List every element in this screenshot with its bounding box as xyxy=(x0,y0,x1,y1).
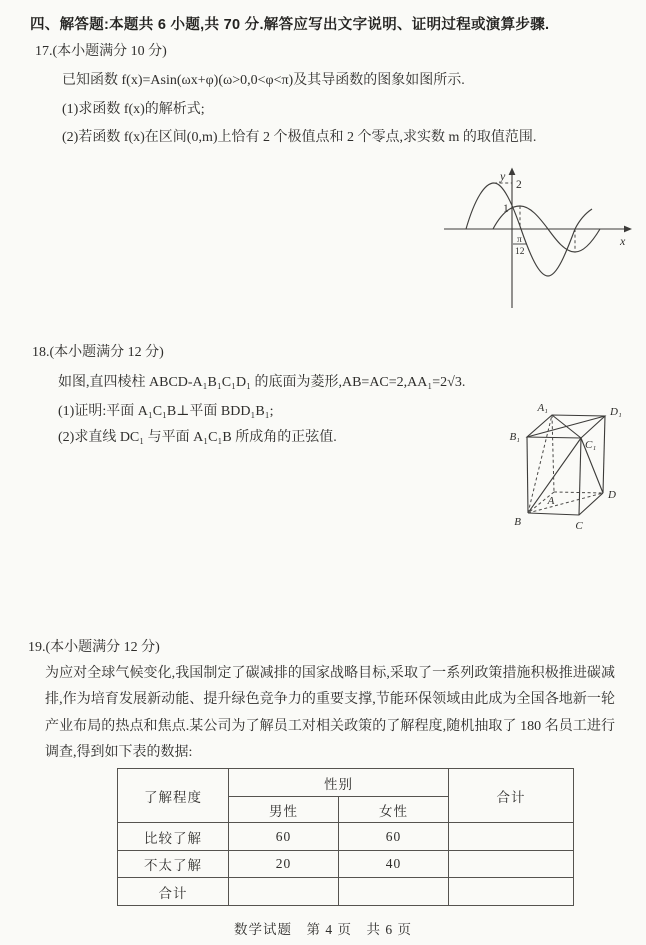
edge-DD1 xyxy=(603,416,605,493)
vertex-label-C: C xyxy=(575,520,583,532)
q19-number: 19.(本小题满分 12 分) xyxy=(28,640,160,655)
x-tick-12: 12 xyxy=(515,247,525,257)
table-row xyxy=(118,851,574,878)
edge-CC1 xyxy=(579,438,581,515)
vertex-label-C1: C₁ xyxy=(585,439,597,451)
q19-paragraph: 为应对全球气候变化,我国制定了碳减排的国家战略目标,采取了一系列政策措施积极推进碳减排,作为培育发展新动能、提升绿色竞争力的重要支撑,节能环保领域由此成为全国各地新一轮产业布局的热点和焦点.某公司为了解员工对相关政策的了解程度,随机抽取了 180 名员工进行调查,得到如下表的数据: xyxy=(45,666,615,760)
y-tick-2: 2 xyxy=(516,179,522,191)
survey-table xyxy=(117,768,574,906)
table-row xyxy=(118,878,574,906)
cell-total xyxy=(449,823,574,851)
cell-male xyxy=(229,878,339,906)
vertex-label-D1: D₁ xyxy=(610,406,622,418)
cell-female xyxy=(339,878,449,906)
table-row xyxy=(118,823,574,851)
vertex-label-B1: B₁ xyxy=(509,431,520,443)
y-tick-1: 1 xyxy=(503,203,509,215)
cell-total xyxy=(449,878,574,906)
edge-AA1-hidden xyxy=(552,415,554,492)
vertex-label-A: A xyxy=(547,495,555,507)
x-axis-arrow xyxy=(624,226,632,233)
q17-part2: (2)若函数 f(x)在区间(0,m)上恰有 2 个极值点和 2 个零点,求实数 m 的取值范围. xyxy=(62,130,537,145)
cell-total xyxy=(449,851,574,878)
y-axis-label: y xyxy=(500,169,506,183)
table-female-header: 女性 xyxy=(339,797,449,823)
vertex-label-D: D xyxy=(608,489,616,501)
vertex-label-B: B xyxy=(514,516,521,528)
diagonal-A1C1 xyxy=(552,415,581,438)
vertex-label-A1: A₁ xyxy=(537,402,548,414)
row-label: 合计 xyxy=(118,878,229,906)
table-total-header: 合计 xyxy=(449,769,574,823)
cell-female: 40 xyxy=(339,851,449,878)
row-label: 不太了解 xyxy=(118,851,229,878)
cell-male: 20 xyxy=(229,851,339,878)
q17-intro: 已知函数 f(x)=Asin(ωx+φ)(ω>0,0<φ<π)及其导函数的图象如图所示. xyxy=(62,73,465,88)
q18-part1: (1)证明:平面 A₁C₁B⊥平面 BDD₁B₁; xyxy=(58,404,274,419)
row-label: 比较了解 xyxy=(118,823,229,851)
section-header: 四、解答题:本题共 6 小题,共 70 分.解答应写出文字说明、证明过程或演算步骤. xyxy=(30,17,550,33)
q18-part2: (2)求直线 DC₁ 与平面 A₁C₁B 所成角的正弦值. xyxy=(58,430,337,445)
page-footer: 数学试题 第 4 页 共 6 页 xyxy=(234,922,412,937)
table-gender-header: 性别 xyxy=(229,769,449,797)
edge-AD-hidden xyxy=(554,492,603,493)
q18-number: 18.(本小题满分 12 分) xyxy=(32,345,164,360)
q17-part1: (1)求函数 f(x)的解析式; xyxy=(62,102,205,117)
edge-BB1 xyxy=(527,437,528,513)
x-axis-label: x xyxy=(620,234,626,248)
cell-female: 60 xyxy=(339,823,449,851)
y-axis-arrow xyxy=(509,168,516,176)
q18-intro: 如图,直四棱柱 ABCD-A₁B₁C₁D₁ 的底面为菱形,AB=AC=2,AA₁=2√3. xyxy=(58,375,466,390)
q17-number: 17.(本小题满分 10 分) xyxy=(35,44,167,59)
x-tick-pi: π xyxy=(517,235,522,245)
q17-function-graph xyxy=(440,167,638,313)
diagonal-BC1 xyxy=(528,438,581,513)
table-male-header: 男性 xyxy=(229,797,339,823)
table-corner-header: 了解程度 xyxy=(118,769,229,823)
q18-prism-figure xyxy=(498,400,644,550)
cell-male: 60 xyxy=(229,823,339,851)
